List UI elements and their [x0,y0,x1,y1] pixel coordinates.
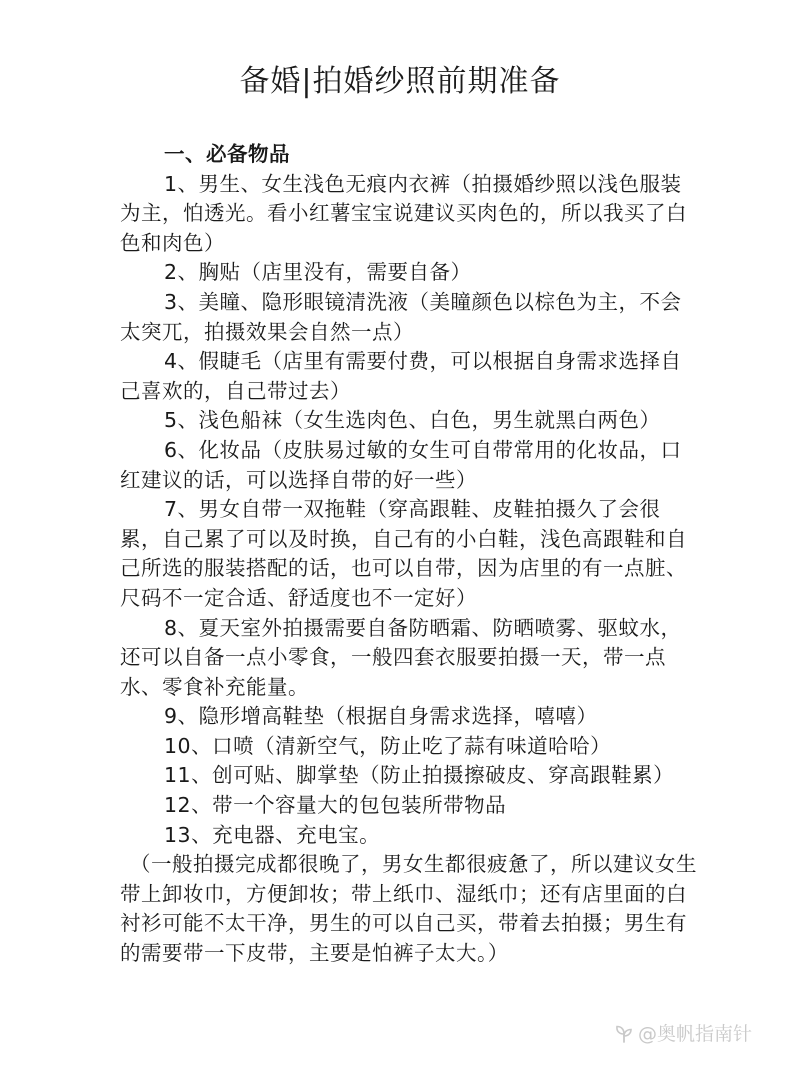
closing-note: （一般拍摄完成都很晚了，男女生都很疲惫了，所以建议女生带上卸妆巾，方便卸妆；带上纸巾、湿纸巾；还有店里面的白衬衫可能不太干净，男生的可以自己买，带着去拍摄；男生有的需要带一下皮带，主要是怕裤子太大。） [120,852,697,966]
list-item: 4、假睫毛（店里有需要付费，可以根据自身需求选择自己喜欢的，自己带过去） [120,349,682,403]
list-item: 3、美瞳、隐形眼镜清洗液（美瞳颜色以棕色为主，不会太突兀，拍摄效果会自然一点） [120,289,682,344]
watermark-text: @奥帆指南针 [638,1023,753,1045]
watermark [614,1022,752,1046]
list-item: 5、浅色船袜（女生选肉色、白色，男生就黑白两色） [164,408,661,433]
list-item: 10、口喷（清新空气，防止吃了蒜有味道哈哈） [164,733,612,758]
list-item: 6、化妆品（皮肤易过敏的女生可自带常用的化妆品，口红建议的话，可以选择自带的好一些） [120,437,682,492]
list-item: 8、夏天室外拍摄需要自备防晒霜、防晒喷雾、驱蚊水，还可以自备一点小零食，一般四套衣服要拍摄一天，带一点水、零食补充能量。 [120,615,682,699]
article-body [120,140,700,969]
section-heading: 一、必备物品 [164,142,290,166]
list-item: 1、男生、女生浅色无痕内衣裤（拍摄婚纱照以浅色服装为主，怕透光。看小红薯宝宝说建议买肉色的，所以我买了白色和肉色） [120,171,687,255]
list-item: 11、创可贴、脚掌垫（防止拍摄擦破皮、穿高跟鞋累） [164,763,675,788]
sprout-logo-icon [614,1024,634,1044]
list-item: 7、男女自带一双拖鞋（穿高跟鞋、皮鞋拍摄久了会很累，自己累了可以及时换，自己有的小白鞋，浅色高跟鞋和自己所选的服装搭配的话，也可以自带，因为店里的有一点脏、尺码不一定合适、舒适度也不一定好） [120,497,687,610]
list-item: 2、胸贴（店里没有，需要自备） [164,260,472,285]
page-title: 备婚|拍婚纱照前期准备 [239,64,561,99]
list-item: 9、隐形增高鞋垫（根据自身需求选择，嘻嘻） [164,704,598,729]
list-item: 12、带一个容量大的包包装所带物品 [164,793,507,818]
list-item: 13、充电器、充电宝。 [164,822,381,847]
